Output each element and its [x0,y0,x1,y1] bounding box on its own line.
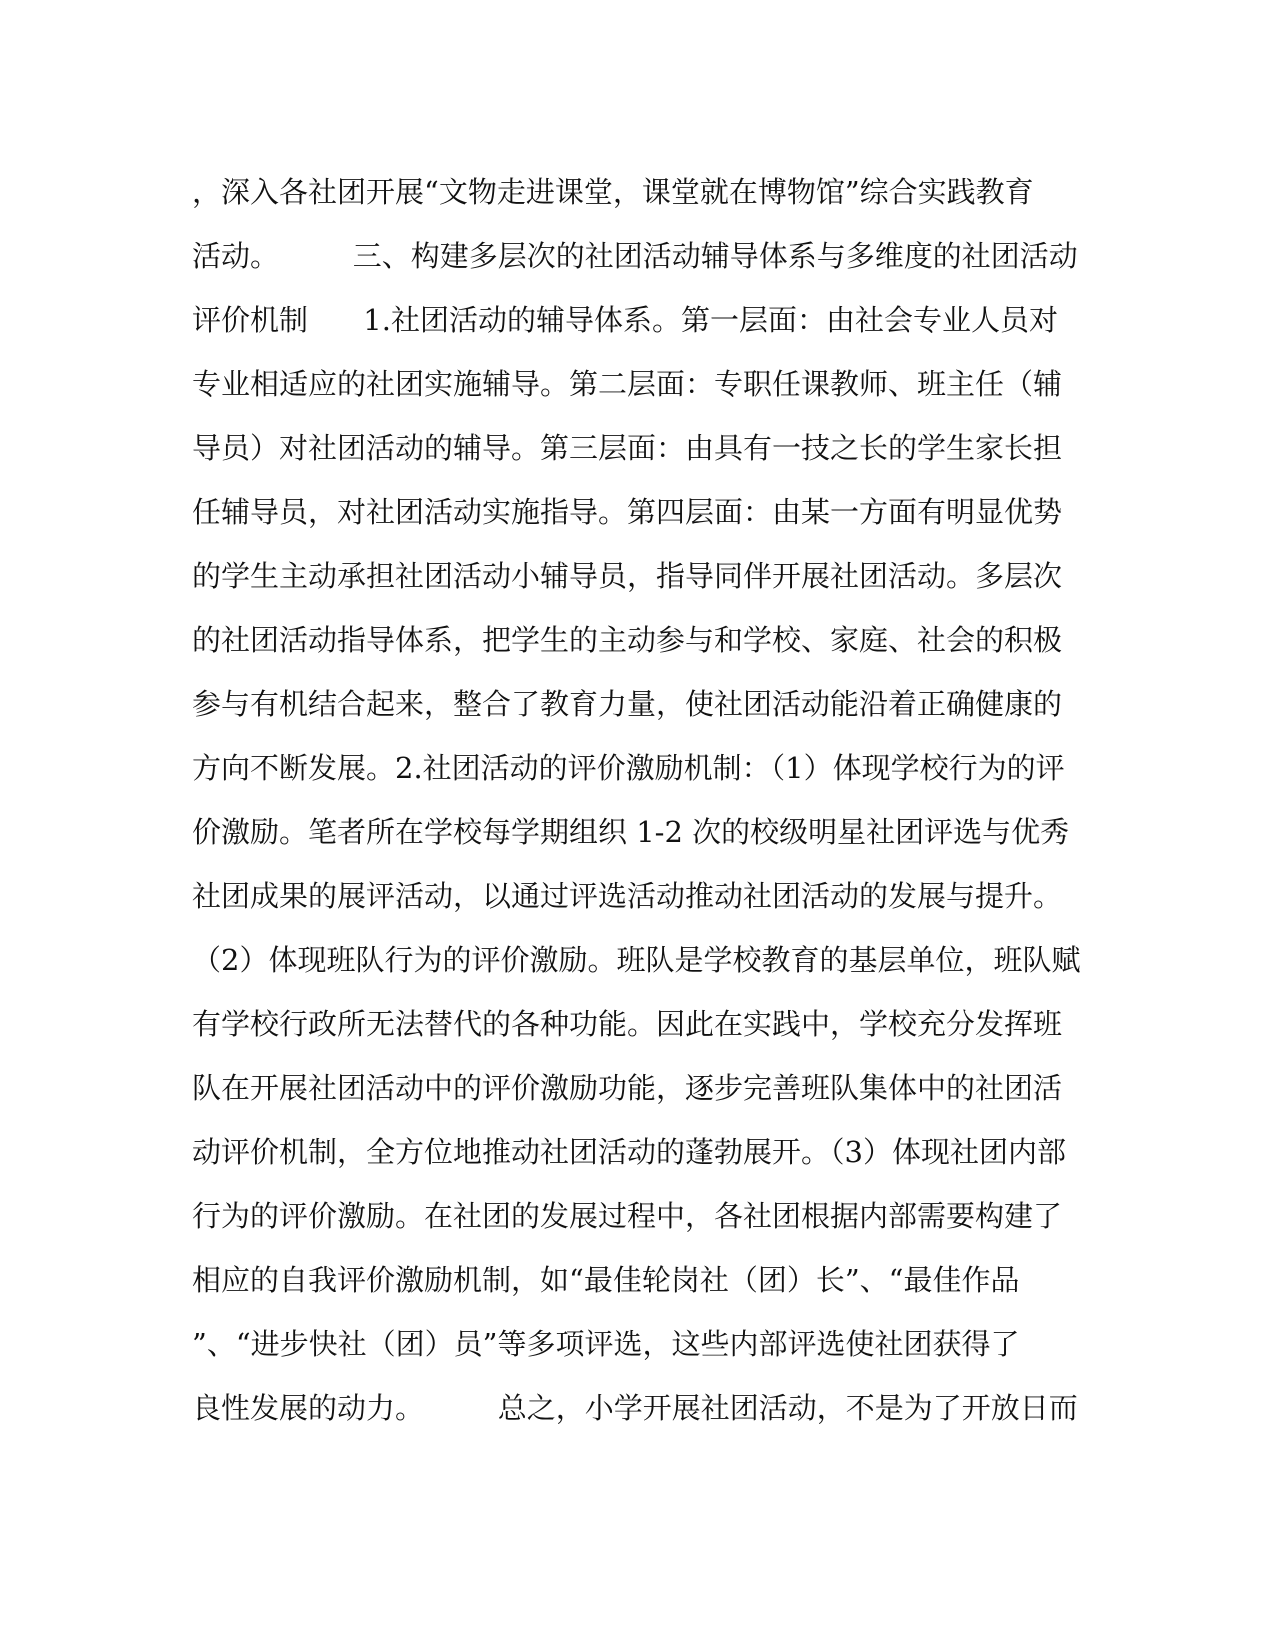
text-line: 良性发展的动力。 总之，小学开展社团活动，不是为了开放日而 [192,1391,1078,1425]
text-line: 相应的自我评价激励机制，如“最佳轮岗社（团）长”、“最佳作品 [192,1263,1020,1297]
body-text [192,160,1092,1440]
text-line: 任辅导员，对社团活动实施指导。第四层面：由某一方面有明显优势 [192,495,1063,529]
text-line: 有学校行政所无法替代的各种功能。因此在实践中，学校充分发挥班 [192,1007,1063,1041]
text-line: 社团成果的展评活动，以通过评选活动推动社团活动的发展与提升。 [192,879,1063,913]
text-line: 队在开展社团活动中的评价激励功能，逐步完善班队集体中的社团活 [192,1071,1063,1105]
text-line: 的学生主动承担社团活动小辅导员，指导同伴开展社团活动。多层次 [192,559,1063,593]
text-line: ”、“进步快社（团）员”等多项评选，这些内部评选使社团获得了 [192,1327,1020,1361]
text-line: 的社团活动指导体系，把学生的主动参与和学校、家庭、社会的积极 [192,623,1063,657]
text-line: 动评价机制，全方位地推动社团活动的蓬勃展开。（3）体现社团内部 [192,1135,1066,1169]
text-line: 评价机制 1.社团活动的辅导体系。第一层面：由社会专业人员对 [192,303,1058,337]
text-line: 方向不断发展。2.社团活动的评价激励机制：（1）体现学校行为的评 [192,751,1065,785]
text-line: 导员）对社团活动的辅导。第三层面：由具有一技之长的学生家长担 [192,431,1063,465]
text-line: （2）体现班队行为的评价激励。班队是学校教育的基层单位，班队赋 [192,943,1081,977]
text-line: 参与有机结合起来，整合了教育力量，使社团活动能沿着正确健康的 [192,687,1063,721]
text-line: 行为的评价激励。在社团的发展过程中，各社团根据内部需要构建了 [192,1199,1063,1233]
text-line: ，深入各社团开展“文物走进课堂，课堂就在博物馆”综合实践教育 [192,175,1034,209]
text-line: 价激励。笔者所在学校每学期组织 1-2 次的校级明星社团评选与优秀 [192,815,1070,849]
text-line: 专业相适应的社团实施辅导。第二层面：专职任课教师、班主任（辅 [192,367,1063,401]
text-line: 活动。 三、构建多层次的社团活动辅导体系与多维度的社团活动 [192,239,1078,273]
